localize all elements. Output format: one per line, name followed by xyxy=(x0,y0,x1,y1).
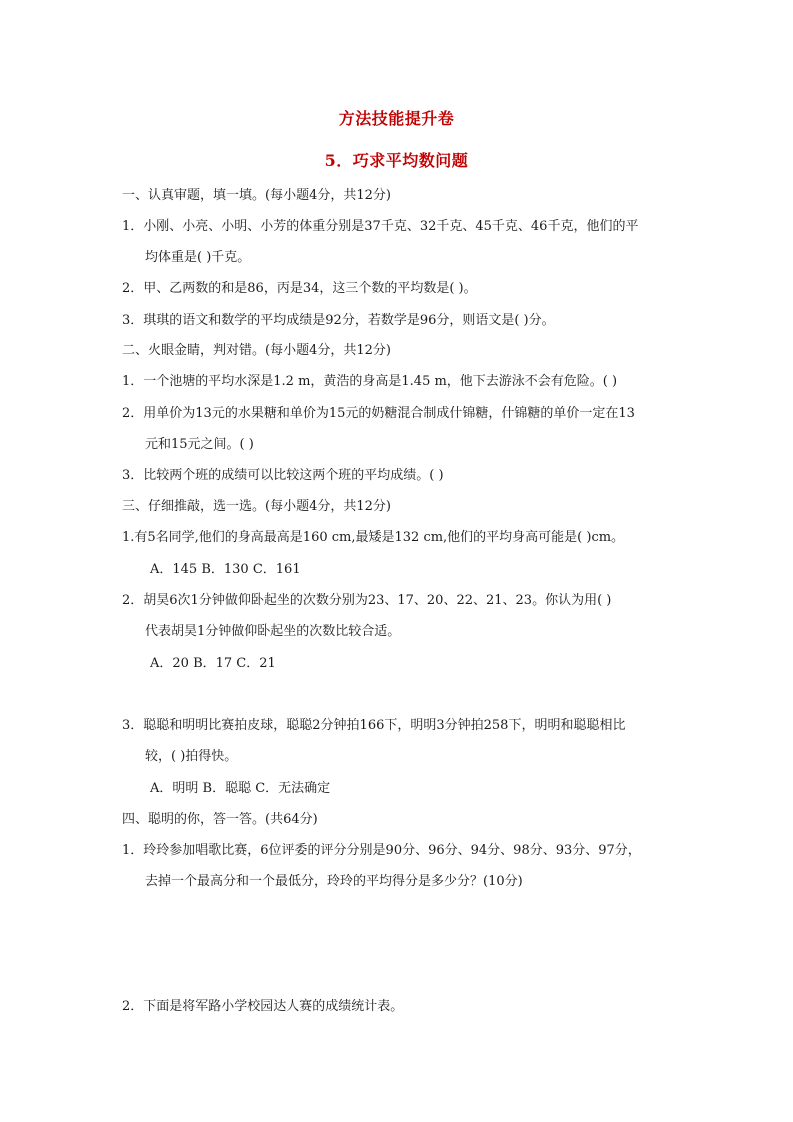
s3-question-3-options: A．明明 B．聪聪 C．无法确定 xyxy=(150,781,331,796)
s2-question-2-continued: 元和15元之间。( ) xyxy=(145,437,254,452)
section-4-heading: 四、聪明的你，答一答。(共64分) xyxy=(122,812,318,827)
s3-question-1: 1.有5名同学,他们的身高最高是160 cm,最矮是132 cm,他们的平均身高可能是( )cm。 xyxy=(122,530,625,545)
s2-question-2: 2．用单价为13元的水果糖和单价为15元的奶糖混合制成什锦糖，什锦糖的单价一定在13 xyxy=(122,406,635,421)
section-3-heading: 三、仔细推敲，选一选。(每小题4分，共12分) xyxy=(122,499,391,514)
worksheet-subtitle: 5．巧求平均数问题 xyxy=(324,151,469,170)
s4-question-2: 2．下面是将军路小学校园达人赛的成绩统计表。 xyxy=(122,999,404,1014)
s3-question-2-options: A．20 B．17 C．21 xyxy=(150,656,276,671)
worksheet-title: 方法技能提升卷 xyxy=(338,109,455,128)
s1-question-1-continued: 均体重是( )千克。 xyxy=(145,250,251,265)
s3-question-1-options: A．145 B．130 C．161 xyxy=(150,562,301,577)
section-1-heading: 一、认真审题，填一填。(每小题4分，共12分) xyxy=(122,188,391,203)
s4-question-1-continued: 去掉一个最高分和一个最低分，玲玲的平均得分是多少分？(10分) xyxy=(145,874,523,889)
s1-question-3: 3．琪琪的语文和数学的平均成绩是92分，若数学是96分，则语文是( )分。 xyxy=(122,313,555,328)
s3-question-3-continued: 较，( )拍得快。 xyxy=(145,749,238,764)
s3-question-2: 2．胡昊6次1分钟做仰卧起坐的次数分别为23、17、20、22、21、23。你认为用( ) xyxy=(122,593,612,608)
s4-question-1: 1．玲玲参加唱歌比赛，6位评委的评分分别是90分、96分、94分、98分、93分、97分， xyxy=(122,843,641,858)
section-2-heading: 二、火眼金睛，判对错。(每小题4分，共12分) xyxy=(122,343,391,358)
s1-question-1: 1．小刚、小亮、小明、小芳的体重分别是37千克、32千克、45千克、46千克，他们的平 xyxy=(122,219,639,234)
s1-question-2: 2．甲、乙两数的和是86，丙是34，这三个数的平均数是( )。 xyxy=(122,281,477,296)
s3-question-3: 3．聪聪和明明比赛拍皮球，聪聪2分钟拍166下，明明3分钟拍258下，明明和聪聪相比 xyxy=(122,718,626,733)
s3-question-2-continued: 代表胡昊1分钟做仰卧起坐的次数比较合适。 xyxy=(145,624,401,639)
s2-question-3: 3．比较两个班的成绩可以比较这两个班的平均成绩。( ) xyxy=(122,468,444,483)
s2-question-1: 1．一个池塘的平均水深是1.2 m，黄浩的身高是1.45 m，他下去游泳不会有危险。( ) xyxy=(122,374,618,389)
